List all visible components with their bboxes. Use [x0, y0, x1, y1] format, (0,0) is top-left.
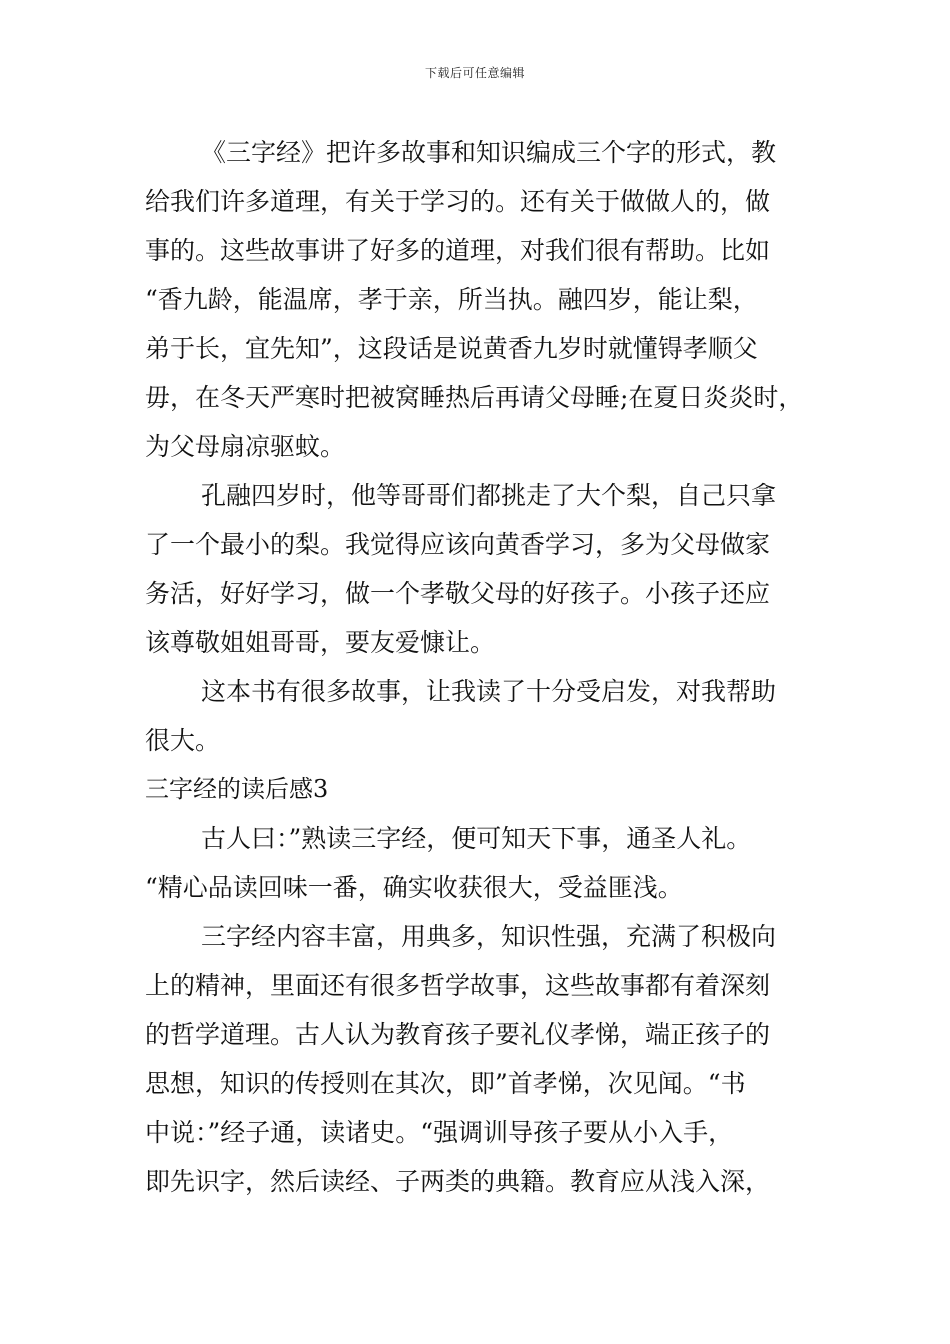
- text-line: 孔融四岁时，他等哥哥们都挑走了大个梨，自己只拿: [201, 481, 777, 510]
- text-line: 《三字经》把许多故事和知识编成三个字的形式，教: [201, 138, 777, 167]
- text-line: 为父母扇凉驱蚊。: [145, 432, 346, 461]
- text-line: 的哲学道理。古人认为教育孩子要礼仪孝悌，端正孩子的: [145, 1020, 771, 1049]
- text-line: 弟于长，宜先知”，这段话是说黄香九岁时就懂锝孝顺父: [145, 334, 758, 363]
- text-line: 三字经内容丰富，用典多，知识性强，充满了积极向: [201, 922, 777, 951]
- text-line: 古人曰：”熟读三字经，便可知天下事，通圣人礼。: [201, 824, 752, 853]
- text-line: 毋，在冬天严寒时把被窝睡热后再请父母睡;在夏日炎炎时，: [145, 383, 804, 412]
- text-line: 这本书有很多故事，让我读了十分受启发，对我帮助: [201, 677, 777, 706]
- text-line: 即先识字，然后读经、子两类的典籍。教育应从浅入深，: [145, 1167, 771, 1196]
- text-line: 上的精神，里面还有很多哲学故事，这些故事都有着深刻: [145, 971, 771, 1000]
- text-line: 了一个最小的梨。我觉得应该向黄香学习，多为父母做家: [145, 530, 771, 559]
- text-line: 务活，好好学习，做一个孝敬父母的好孩子。小孩子还应: [145, 579, 771, 608]
- document-body: [145, 128, 810, 1206]
- text-line: “精心品读回味一番，确实收获很大，受益匪浅。: [145, 873, 683, 902]
- text-line: 给我们许多道理，有关于学习的。还有关于做做人的，做: [145, 187, 771, 216]
- text-line: 很大。: [145, 726, 221, 755]
- text-line: 中说：”经子通，读诸史。“强调训导孩子要从小入手，: [145, 1118, 734, 1147]
- text-line: “香九龄，能温席，孝于亲，所当执。融四岁，能让梨，: [145, 285, 758, 314]
- section-heading: 三字经的读后感3: [145, 775, 329, 803]
- text-line: 思想，知识的传授则在其次，即”首孝悌，次见闻。“书: [145, 1069, 746, 1098]
- page-header: 下载后可任意编辑: [424, 66, 525, 80]
- text-line: 事的。这些故事讲了好多的道理，对我们很有帮助。比如: [145, 236, 771, 265]
- text-line: 该尊敬姐姐哥哥，要友爱慷让。: [145, 628, 496, 657]
